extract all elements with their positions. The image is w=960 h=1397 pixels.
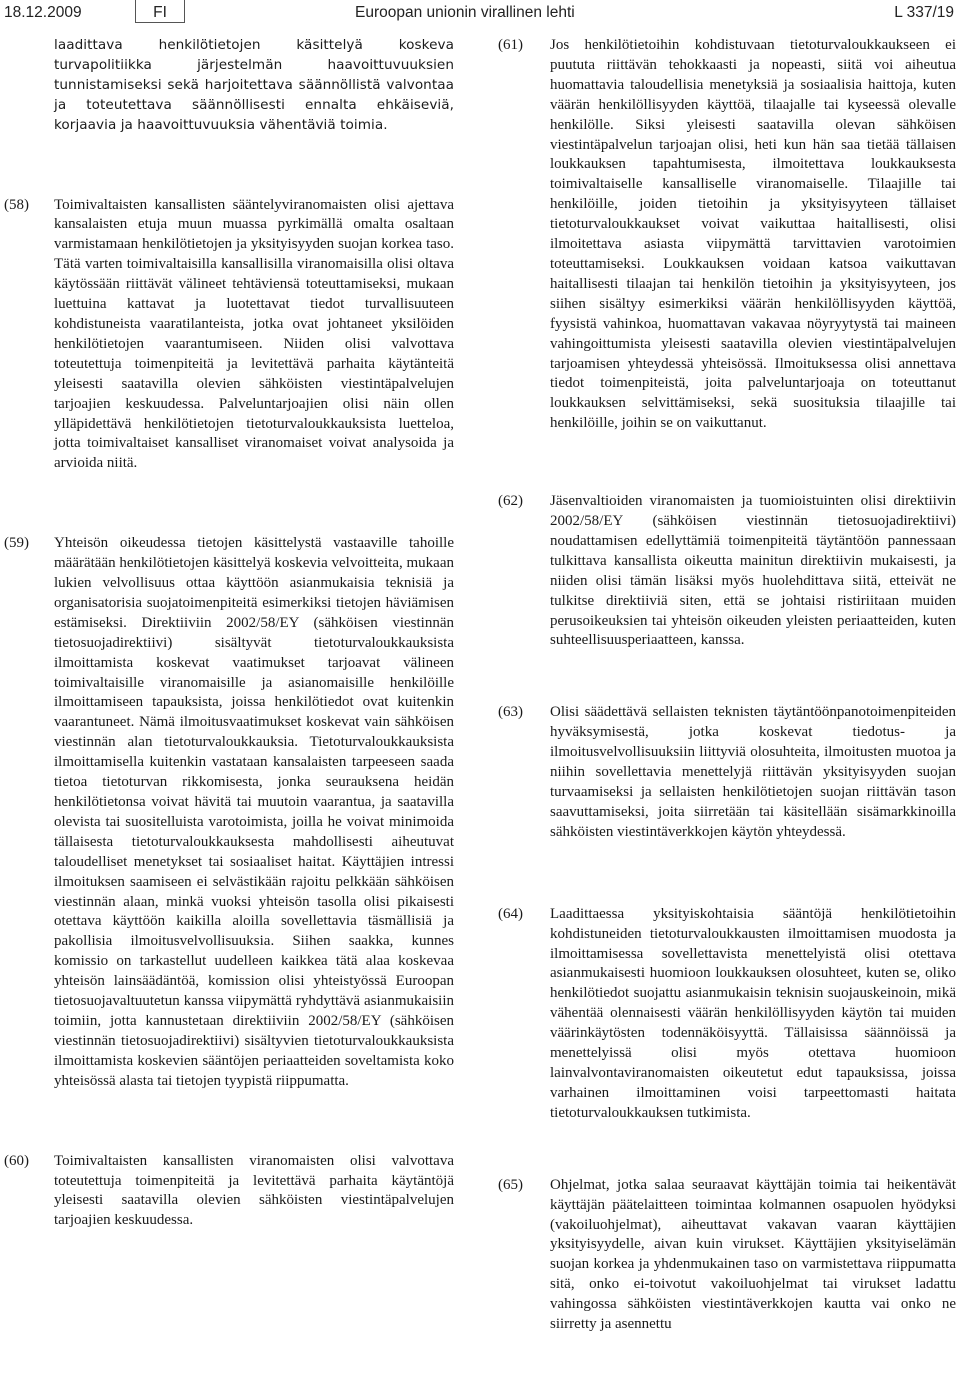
recital-number: (62) bbox=[498, 493, 523, 510]
recital-65 bbox=[498, 1176, 956, 1335]
recital-59 bbox=[4, 534, 454, 1091]
right-column bbox=[498, 36, 956, 1335]
page-header bbox=[0, 0, 960, 28]
recital-text: Toimivaltaisten kansallisten sääntelyviranomaisten olisi ajettava kansalaisten etuja muun muassa pyrkimällä omalta osaltaan varmistamaan henkilötietojen ja yksityisyyden suojan korkea taso. Tätä varten toimivaltaisilla kansallisilla viranomaisilla olisi oltava käytössään riittävät välineet tehtäviensä toteuttamiseksi, mukaan luettuina kattavat ja luotettavat tiedot turvallisuuteen kohdistuneista vaaratilanteista, jotka ovat johtaneet yksilöiden henkilötietojen vaarantumiseen. Niiden olisi valvottava toteutettuja toimenpiteitä ja levitettävä parhaita käytänteitä yleisesti saatavilla olevien sähköisten viestintäpalvelujen tarjoajien keskuudessa. Palveluntarjoajien olisi näin ollen ylläpidettävä henkilötietojen tietoturvaloukkauksista luetteloa, jotta toimivaltaiset kansalliset viranomaiset voivat analysoida ja arvioida niitä. bbox=[54, 196, 454, 472]
recital-text: Jos henkilötietoihin kohdistuvaan tietoturvaloukkaukseen ei puututa riittävän tehokkaasti ja nopeasti, siitä voi aiheutua huomattavia taloudellisia menetyksiä ja sosiaalisia haittoja, kuten väärän henkilöllisyyden käyttöä, tilaajalle tai kyseessä olevalle henkilölle. Siksi yleisesti saatavilla olevan sähköisen viestintäpalvelun tarjoajan olisi, heti kun hän saa tietää tällaisen loukkauksen tapahtumisesta, ilmoitettava loukkauksesta toimivaltaiselle kansalliselle viranomaiselle. Tilaajille tai henkilöille, joiden tietoihin ja yksityisyyteen tällaiset tietoturvaloukkaukset voivat vaikuttaa haitallisesti, olisi ilmoitettava asiasta viipymättä tarvittavien varotoimien toteuttamiseksi. Loukkauksen voidaan katsoa vaikuttavan haitallisesti tilaajan tai henkilön tietoihin ja yksityisyyteen, jos siihen sisältyy esimerkiksi väärän henkilöllisyyden käyttöä, fyysistä vahinkoa, huomattavan vakavaa nöyryytystä tai maineen vahingoittumista yleisesti saatavilla olevien viestintäpalvelujen tarjoamisen yhteydessä yhteisössä. Ilmoituksessa olisi annettava tiedot toimenpiteistä, joita palveluntarjoaja on toteuttanut loukkauksen selvittämiseksi, sekä suosituksia tilaajille tai henkilöille, joihin se on vaikuttanut. bbox=[550, 37, 956, 432]
continued-paragraph bbox=[4, 36, 454, 136]
recital-60 bbox=[4, 1152, 454, 1232]
recital-58 bbox=[4, 196, 454, 475]
recital-text: Toimivaltaisten kansallisten viranomaisten olisi valvottava toteutettuja toimenpiteitä ja levitettävä parhaita käytäntöjä yleisesti saatavilla olevien sähköisten viestintäpalvelujen tarjoajien keskuudessa. bbox=[54, 1152, 454, 1229]
recital-text: Olisi säädettävä sellaisten teknisten täytäntöönpanotoimenpiteiden hyväksymisestä, jotka koskevat tiedotus- ja ilmoitusvelvollisuuksiin liittyviä olosuhteita, ilmoitusten muotoa ja niihin sovellettavia menettelyjä riittävän yksityisyyden suojan turvaamiseksi ja sellaisten henkilötietojen suojan riittävän tason saavuttamiseksi, joita siirretään tai käsitellään sisämarkkinoilla sähköisten viestintäverkkojen käytön yhteydessä. bbox=[550, 704, 956, 840]
recital-64 bbox=[498, 905, 956, 1124]
recital-number: (59) bbox=[4, 535, 29, 552]
recital-text: Laadittaessa yksityiskohtaisia sääntöjä henkilötietoihin kohdistuneiden tietoturvaloukkausten ilmoittamisen muodosta ja ilmoittamisessa sovellettavista menettelyistä olisi otettava asianmukaisesti huomioon loukkauksen olosuhteet, kuten se, oliko henkilötiedot suojattu asianmukaisin teknisin suojauskeinoin, mikä vähentää olennaisesti väärän henkilöllisyyden käytön tai muiden väärinkäytösten todennäköisyyttä. Tällaisissa säännöissä ja menettelyissä olisi myös otettava huomioon lainvalvontaviranomaisten oikeutetut edut tapauksissa, joissa varhainen ilmoittaminen voisi tarpeettomasti haitata tietoturvaloukkauksen tutkimista. bbox=[550, 905, 956, 1121]
recital-text: Yhteisön oikeudessa tietojen käsittelystä vastaaville tahoille määrätään henkilötietojen käsittelyä koskevia velvoitteita, mukaan lukien velvollisuus ottaa käyttöön asianmukaisia teknisiä ja organisatorisia suojatoimenpiteitä esimerkiksi tietojen häviämisen estämiseksi. Direktiiviin 2002/58/EY (sähköisen viestinnän tietosuojadirektiivi) sisältyvät tietoturvaloukkauksista ilmoittamista koskevat vaatimukset tarjoavat välineen toimivaltaisille viranomaisille ja asianomaisille henkilöille ilmoittamiseen tapauksista, joissa henkilötiedot ovat kuitenkin vaarantuneet. Nämä ilmoitusvaatimukset koskevat vain sähköisen viestinnän alan tietoturvaloukkauksia. Tietoturvaloukkauksista ilmoittamisella kuitenkin vastataan kansalaisten tarpeeseen saada tietoa tietoturvan rikkomisesta, jonka seurauksena heidän henkilötietonsa voivat hävitä tai muutoin vaarantua, ja saatavilla olevista tai suositelluista varotoimista, joilla he voivat minimoida tällaisesta tietoturvaloukkauksesta mahdollisesti aiheutuvat taloudelliset menetykset tai sosiaaliset haitat. Käyttäjien intressi ilmoituksen saamiseen ei selvästikään rajoitu pelkkään sähköisen viestinnän alaan, minkä vuoksi yhteisön tasolla olisi pikaisesti otettava käyttöön kaikilla aloilla sovellettavia täsmällisiä ja pakollisia ilmoitusvelvollisuuksia. Siihen saakka, kunnes komissio on tarkastellut uudelleen kaikkea tätä alaa koskevaa yhteisön lainsäädäntöä, komission olisi yhteistyössä Euroopan tietosuojavaltuutetun kanssa viipymättä ryhdyttävä asianmukaisiin toimiin, jotta kannustetaan direktiiviin 2002/58/EY (sähköisen viestinnän tietosuojadirektiivi) sisältyvien tietoturvaloukkauksista ilmoittamista koskevien sääntöjen periaatteiden soveltamista koko yhteisössä alasta tai tietojen tyypistä riippumatta. bbox=[54, 535, 454, 1089]
header-date: 18.12.2009 bbox=[4, 4, 82, 21]
journal-title: Euroopan unionin virallinen lehti bbox=[355, 4, 575, 21]
recital-number: (58) bbox=[4, 196, 29, 213]
recital-number: (63) bbox=[498, 704, 523, 721]
recital-text: Jäsenvaltioiden viranomaisten ja tuomioistuinten olisi direktiivin 2002/58/EY (sähköisen viestinnän tietosuojadirektiivi) noudattamisen edellyttämiä toimenpiteitä täytäntöön pannessaan tulkittava kansallista oikeutta mainitun direktiivin mukaisesti, ja niiden olisi tämän lisäksi myös huolehdittava siitä, etteivät ne tulkitse direktiiviä siten, että se johtaisi ristiriitaan muiden perusoikeuksien tai yhteisön oikeuden yleisten periaatteiden, kuten suhteellisuusperiaatteen, kanssa. bbox=[550, 493, 956, 649]
recital-number: (64) bbox=[498, 905, 523, 922]
recital-62 bbox=[498, 492, 956, 651]
left-column bbox=[4, 36, 454, 1231]
recital-number: (65) bbox=[498, 1176, 523, 1193]
page-number: L 337/19 bbox=[894, 4, 954, 21]
recital-number: (60) bbox=[4, 1152, 29, 1169]
recital-text: Ohjelmat, jotka salaa seuraavat käyttäjän toimia tai heikentävät käyttäjän päätelaitteen toimintaa kolmannen osapuolen hyödyksi (vakoiluohjelmat), aiheuttavat vakavan vaaran käyttäjien yksityisyydelle, aivan kuin virukset. Käyttäjien yksityiselämän suojan korkea ja yhdenmukainen taso on varmistettava riippumatta sitä, onko ei-toivotut vakoiluohjelmat tai virukset ladattu vahingossa sähköisten viestintäverkkojen kautta vai onko ne siirretty ja asennettu bbox=[550, 1176, 956, 1333]
paragraph-text: laadittava henkilötietojen käsittelyä koskeva turvapolitiikka järjestelmän haavoittuvuuksien tunnistamiseksi sekä harjoitettava säännöllistä valvontaa ja toteutettava säännöllisesti ennalta ehkäiseviä, korjaavia ja haavoittuvuuksia vähentäviä toimia. bbox=[54, 37, 454, 133]
recital-number: (61) bbox=[498, 37, 523, 53]
language-badge: FI bbox=[135, 0, 185, 23]
recital-61 bbox=[498, 36, 956, 434]
recital-63 bbox=[498, 703, 956, 842]
